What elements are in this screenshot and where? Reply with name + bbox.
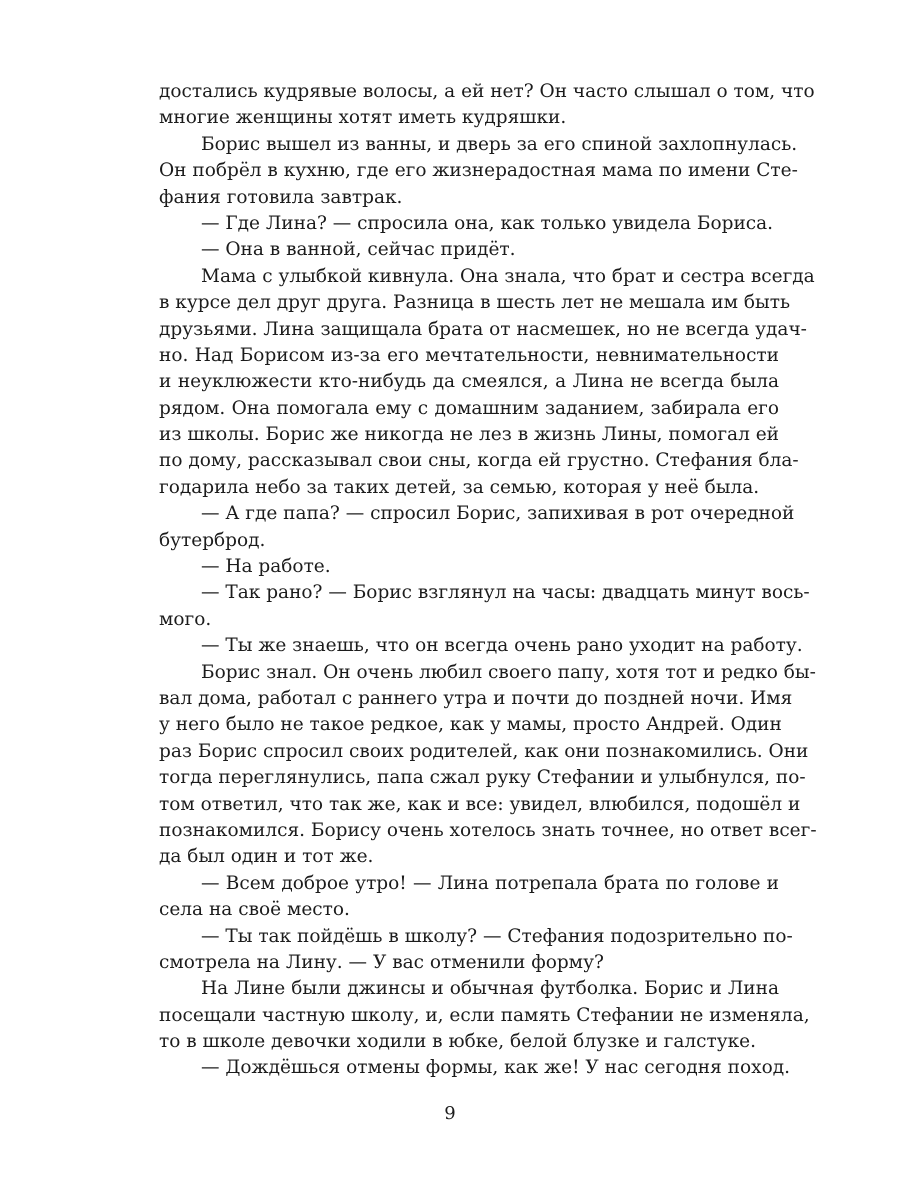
text-line: том ответил, что так же, как и все: увидел, влюбился, подошёл и (159, 793, 801, 815)
text-line: — Так рано? — Борис взглянул на часы: двадцать минут вось- (201, 582, 810, 604)
text-line: посещали частную школу, и, если память Стефании не изменяла, (159, 1004, 810, 1026)
text-line: — На работе. (201, 556, 331, 578)
text-line: мого. (159, 608, 212, 630)
text-line: в курсе дел друг друга. Разница в шесть лет не мешала им быть (159, 292, 791, 314)
text-line: раз Борис спросил своих родителей, как они познакомились. Они (159, 740, 809, 762)
text-line: смотрела на Лину. — У вас отменили форму? (159, 951, 604, 973)
text-line: по дому, рассказывал свои сны, когда ей грустно. Стефания бла- (159, 450, 799, 472)
text-line: Борис знал. Он очень любил своего папу, хотя тот и редко бы- (201, 661, 816, 683)
text-line: фания готовила завтрак. (159, 186, 403, 208)
text-line: но. Над Борисом из-за его мечтательности, невнимательности (159, 344, 779, 366)
text-line: Он побрёл в кухню, где его жизнерадостная мама по имени Сте- (159, 160, 798, 182)
text-line: познакомился. Борису очень хотелось знать точнее, но ответ всег- (159, 819, 817, 841)
text-line: — Она в ванной, сейчас придёт. (201, 239, 516, 261)
text-line: Борис вышел из ванны, и дверь за его спиной захлопнулась. (201, 133, 798, 155)
text-line: — А где папа? — спросил Борис, запихивая в рот очередной (201, 503, 795, 525)
text-line: годарила небо за таких детей, за семью, которая у неё была. (159, 476, 760, 498)
text-line: рядом. Она помогала ему с домашним заданием, забирала его (159, 397, 779, 419)
text-line: и неуклюжести кто-нибудь да смеялся, а Лина не всегда была (159, 371, 779, 393)
text-line: села на своё место. (159, 899, 350, 921)
text-line: бутерброд. (159, 529, 266, 551)
body-text (159, 79, 817, 1082)
text-line: — Ты так пойдёшь в школу? — Стефания подозрительно по- (201, 925, 793, 947)
text-line: тогда переглянулись, папа сжал руку Стефании и улыбнулся, по- (159, 767, 806, 789)
text-line: у него было не такое редкое, как у мамы, просто Андрей. Один (159, 714, 782, 736)
text-line: — Всем доброе утро! — Лина потрепала брата по голове и (201, 872, 779, 894)
text-line: многие женщины хотят иметь кудряшки. (159, 107, 567, 129)
text-line: вал дома, работал с раннего утра и почти до поздней ночи. Имя (159, 687, 793, 709)
text-line: из школы. Борис же никогда не лез в жизнь Лины, помогал ей (159, 424, 779, 446)
text-line: достались кудрявые волосы, а ей нет? Он часто слышал о том, что (159, 81, 815, 102)
page-number: 9 (444, 1103, 456, 1124)
text-line: да был один и тот же. (159, 846, 374, 868)
text-line: — Где Лина? — спросила она, как только увидела Бориса. (201, 212, 774, 234)
text-line: то в школе девочки ходили в юбке, белой блузке и галстуке. (159, 1031, 756, 1053)
text-line: Мама с улыбкой кивнула. Она знала, что брат и сестра всегда (201, 265, 815, 287)
text-line: — Дождёшься отмены формы, как же! У нас сегодня поход. (201, 1057, 790, 1079)
text-line: — Ты же знаешь, что он всегда очень рано уходит на работу. (201, 635, 803, 657)
text-line: На Лине были джинсы и обычная футболка. Борис и Лина (201, 978, 779, 1000)
text-line: друзьями. Лина защищала брата от насмешек, но не всегда удач- (159, 318, 807, 340)
